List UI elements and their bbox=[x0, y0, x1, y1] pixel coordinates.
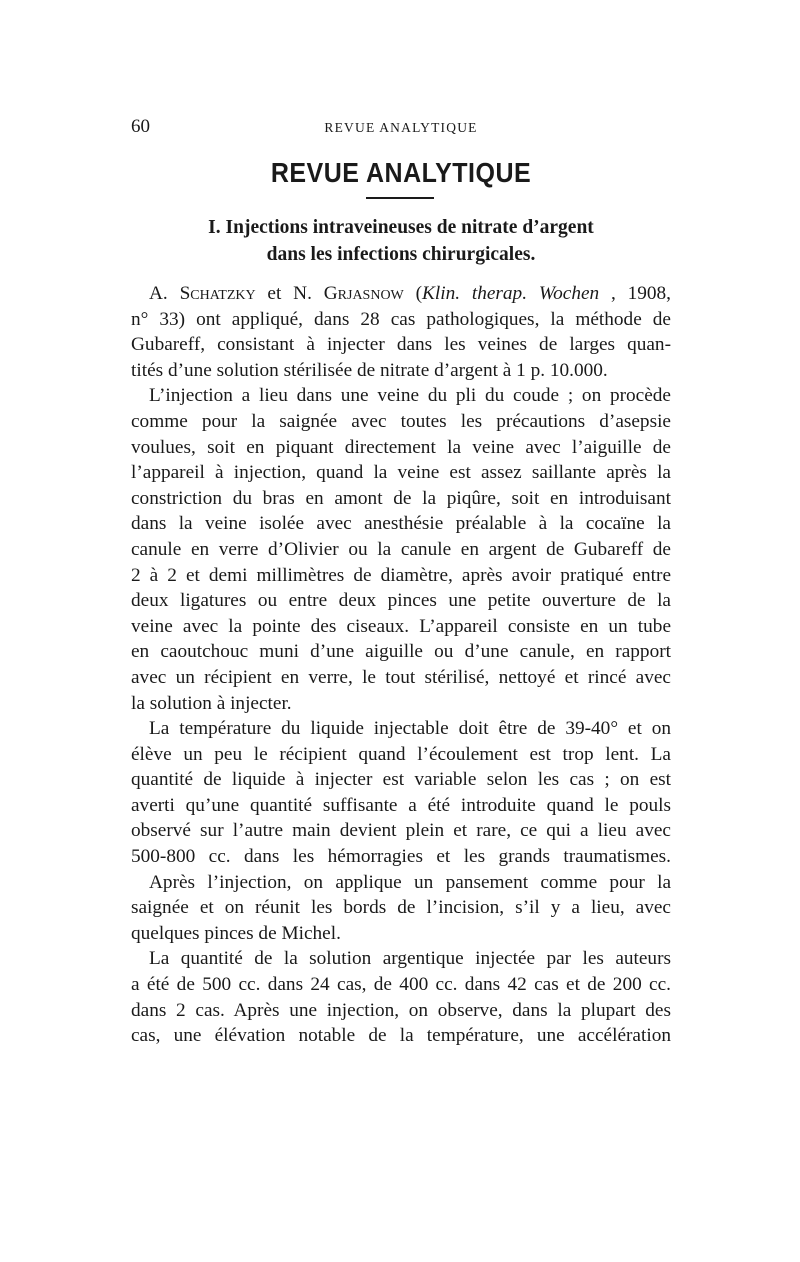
text-line: La quantité de la solution argentique injectée par les auteurs bbox=[149, 948, 671, 970]
text-line: averti qu’une quantité suffisante a été introduite quand le pouls bbox=[131, 794, 671, 816]
text-line: comme pour la saignée avec toutes les précautions d’asepsie bbox=[131, 410, 671, 432]
text-line: 2 à 2 et demi millimètres de diamètre, après avoir pratiqué entre bbox=[131, 564, 671, 586]
text-line: l’appareil à injection, quand la veine est assez saillante après la bbox=[131, 462, 671, 484]
text-line: quelques pinces de Michel. bbox=[131, 922, 341, 944]
article-title bbox=[131, 214, 671, 268]
authors-prefix: A. bbox=[149, 283, 180, 304]
article-body bbox=[131, 281, 671, 1049]
text-line: veine avec la pointe des ciseaux. L’appareil consiste en un tube bbox=[131, 615, 671, 637]
text-line: a été de 500 cc. dans 24 cas, de 400 cc. dans 42 cas et de 200 cc. bbox=[131, 974, 671, 996]
journal-year: , 1908, bbox=[599, 283, 671, 304]
text-line: tités d’une solution stérilisée de nitrate d’argent à 1 p. 10.000. bbox=[131, 359, 608, 381]
running-header bbox=[131, 116, 671, 140]
article-title-line: I. Injections intraveineuses de nitrate d’argent bbox=[208, 217, 594, 238]
running-title: REVUE ANALYTIQUE bbox=[324, 120, 478, 135]
text-line: La température du liquide injectable doit être de 39-40° et on bbox=[149, 718, 671, 740]
citation-line bbox=[131, 281, 671, 307]
text-line: Gubareff, consistant à injecter dans les veines de larges quan- bbox=[131, 334, 671, 356]
author-name: Grjasnow bbox=[323, 283, 404, 304]
text-line: observé sur l’autre main devient plein et rare, ce qui a lieu avec bbox=[131, 820, 671, 842]
text-line: quantité de liquide à injecter est variable selon les cas ; on est bbox=[131, 769, 671, 791]
text-line: avec un récipient en verre, le tout stérilisé, nettoyé et rincé avec bbox=[131, 666, 671, 688]
text-line: en caoutchouc muni d’une aiguille ou d’une canule, en rapport bbox=[131, 641, 671, 663]
journal-name: Klin. therap. Wochen bbox=[422, 283, 600, 304]
text-line: constriction du bras en amont de la piqûre, soit en introduisant bbox=[131, 487, 671, 509]
text-line: dans la veine isolée avec anesthésie préalable à la cocaïne la bbox=[131, 513, 671, 535]
text-line: canule en verre d’Olivier ou la canule en argent de Gubareff de bbox=[131, 538, 671, 560]
text-line: élève un peu le récipient quand l’écoulement est trop lent. La bbox=[131, 743, 671, 765]
title-rule bbox=[366, 197, 434, 199]
text-line: Après l’injection, on applique un pansement comme pour la bbox=[149, 871, 671, 893]
text-line: dans 2 cas. Après une injection, on observe, dans la plupart des bbox=[131, 999, 671, 1021]
text-line: la solution à injecter. bbox=[131, 692, 292, 714]
text-line: voulues, soit en piquant directement la veine avec l’aiguille de bbox=[131, 436, 671, 458]
text-line: n° 33) ont appliqué, dans 28 cas pathologiques, la méthode de bbox=[131, 308, 671, 330]
text-line: 500-800 cc. dans les hémorragies et les grands traumatismes. bbox=[131, 846, 671, 868]
author-name: Schatzky bbox=[179, 283, 256, 304]
text-line: L’injection a lieu dans une veine du pli du coude ; on procède bbox=[149, 385, 671, 407]
journal-open: ( bbox=[403, 283, 423, 304]
text-line: deux ligatures ou entre deux pinces une petite ouverture de la bbox=[131, 590, 671, 612]
text-line: saignée et on réunit les bords de l’incision, s’il y a lieu, avec bbox=[131, 897, 671, 919]
authors-joiner: et N. bbox=[255, 283, 324, 304]
text-line: cas, une élévation notable de la température, une accélération bbox=[131, 1025, 671, 1047]
section-title: REVUE ANALYTIQUE bbox=[270, 157, 532, 189]
article-title-line: dans les infections chirurgicales. bbox=[266, 244, 536, 265]
page-number: 60 bbox=[131, 116, 150, 137]
